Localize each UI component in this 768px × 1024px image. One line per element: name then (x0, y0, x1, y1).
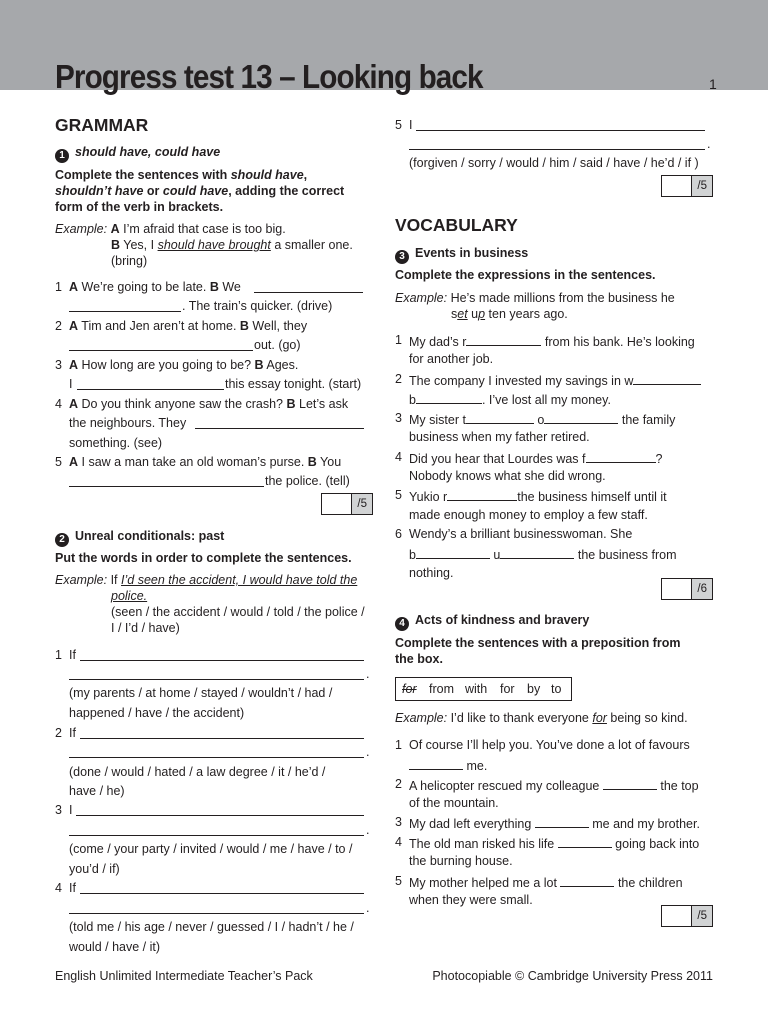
ex4-instruction-line1: Complete the sentences with a preposition from (395, 636, 681, 650)
ex2-item1-blank-a[interactable] (80, 660, 364, 661)
vocabulary-heading: VOCABULARY (395, 215, 518, 235)
ex3-item2-blank-a[interactable] (633, 372, 701, 385)
ex4-item4-line2: the burning house. (409, 854, 513, 868)
ex1-header (55, 145, 220, 163)
ex1-item2-line1: A Tim and Jen aren’t at home. B Well, they (69, 319, 308, 333)
ex1-item3-number: 3 (55, 358, 62, 372)
ex3-score-input[interactable] (662, 579, 692, 599)
ex2-item2-words2: have / he) (69, 784, 125, 798)
ex1-item3-line1: A How long are you going to be? B Ages. (69, 358, 299, 372)
footer-left: English Unlimited Intermediate Teacher’s Pack (55, 969, 313, 983)
ex2-item3-words2: you’d / if) (69, 862, 120, 876)
ex1-item3-line2b: this essay tonight. (start) (225, 377, 362, 391)
ex1-item3-line2a: I (69, 377, 73, 391)
ex3-item6-line1: Wendy’s a brilliant businesswoman. She (409, 527, 633, 541)
preposition-box (395, 677, 572, 701)
ex4-item2-blank[interactable] (603, 777, 657, 790)
ex3-item4-line2: Nobody knows what she did wrong. (409, 469, 606, 483)
ex2-item1-words1: (my parents / at home / stayed / wouldn’t / had / (69, 686, 333, 700)
ex2-item4-number: 4 (55, 881, 62, 895)
ex1-item1-line2: . The train’s quicker. (drive) (182, 299, 333, 313)
ex4-item3-number: 3 (395, 815, 402, 829)
ex1-instruction-line1: Complete the sentences with should have, (55, 168, 308, 182)
ex2-item1-number: 1 (55, 648, 62, 662)
ex2-item2-blank-b[interactable] (69, 757, 364, 758)
ex3-example-line1: Example: He’s made millions from the business he (395, 291, 675, 305)
ex3-item2-blank-b[interactable] (416, 391, 482, 404)
ex2-item3-blank-a[interactable] (76, 815, 364, 816)
ex4-score-total: /5 (692, 906, 712, 926)
footer-right: Photocopiable © Cambridge University Press 2011 (432, 969, 713, 983)
ex1-item5-blank[interactable] (69, 486, 264, 487)
ex2-item5-period: . (707, 137, 711, 151)
ex2-item1-words2: happened / have / the accident) (69, 706, 245, 720)
ex3-item6-number: 6 (395, 527, 402, 541)
ex1-item5-line1: A I saw a man take an old woman’s purse. B You (69, 455, 342, 469)
ex4-score-box[interactable] (661, 905, 713, 927)
ex3-item3-number: 3 (395, 411, 402, 425)
ex2-item5-if: I (409, 118, 413, 132)
ex4-item5-blank[interactable] (560, 874, 614, 887)
ex2-item3-number: 3 (55, 803, 62, 817)
ex1-item4-line3: something. (see) (69, 436, 163, 450)
ex1-score-box[interactable] (321, 493, 373, 515)
ex2-number: 2 (55, 533, 69, 547)
ex2-example-words2: I / I’d / have) (111, 621, 180, 635)
ex1-item2-number: 2 (55, 319, 62, 333)
ex2-score-total: /5 (692, 176, 712, 196)
ex2-item5-blank-a[interactable] (416, 130, 705, 131)
ex3-score-total: /6 (692, 579, 712, 599)
ex1-example-verb: (bring) (111, 254, 148, 268)
ex3-item2-line2: b . I’ve lost all my money. (409, 393, 611, 407)
ex3-item1-line2: for another job. (409, 352, 494, 366)
ex3-item1-blank[interactable] (466, 333, 541, 346)
ex2-item1-if: If (69, 648, 76, 662)
ex3-item1-line1: My dad’s r from his bank. He’s looking (409, 335, 695, 349)
ex3-number: 3 (395, 250, 409, 264)
ex4-title: Acts of kindness and bravery (415, 613, 590, 627)
ex4-instruction-line2: the box. (395, 652, 443, 666)
ex2-item5-blank-b[interactable] (409, 149, 705, 150)
ex1-example-a: Example: A I’m afraid that case is too big. (55, 222, 286, 236)
ex4-item2-line1: A helicopter rescued my colleague the top (409, 779, 699, 793)
ex2-header (55, 529, 224, 547)
ex3-item3-blank-b[interactable] (544, 411, 618, 424)
ex2-item2-blank-a[interactable] (80, 738, 364, 739)
ex2-item4-period: . (366, 901, 370, 915)
ex4-item1-line1: Of course I’ll help you. You’ve done a lot of favours (409, 738, 690, 752)
box-word-to: to (551, 682, 562, 696)
page-number: 1 (709, 76, 717, 92)
ex2-item2-number: 2 (55, 726, 62, 740)
ex2-item3-period: . (366, 823, 370, 837)
ex3-item6-line2: b u the business from (409, 548, 677, 562)
ex3-example-line2: set up ten years ago. (451, 307, 568, 321)
ex1-score-input[interactable] (322, 494, 352, 514)
ex4-item2-line2: of the mountain. (409, 796, 499, 810)
ex3-instruction: Complete the expressions in the sentences. (395, 268, 656, 282)
ex1-title: should have, could have (75, 145, 221, 159)
ex1-instruction-line3: form of the verb in brackets. (55, 200, 224, 214)
ex3-item5-line2: made enough money to employ a few staff. (409, 508, 648, 522)
box-word-for-crossed: for (402, 682, 417, 696)
ex2-example-words1: (seen / the accident / would / told / the police / (111, 605, 365, 619)
ex1-number: 1 (55, 149, 69, 163)
box-word-by: by (527, 682, 541, 696)
ex3-item3-line1: My sister t o the family (409, 413, 676, 427)
ex4-item4-number: 4 (395, 835, 402, 849)
ex1-item1-number: 1 (55, 280, 62, 294)
box-word-from: from (429, 682, 454, 696)
ex4-score-input[interactable] (662, 906, 692, 926)
ex1-item4-number: 4 (55, 397, 62, 411)
ex1-item1-blank-a[interactable] (254, 292, 363, 293)
ex4-item2-number: 2 (395, 777, 402, 791)
ex3-item3-line2: business when my father retired. (409, 430, 590, 444)
ex3-item2-line1: The company I invested my savings in w (409, 372, 701, 389)
ex2-item2-period: . (366, 745, 370, 759)
ex4-item1-number: 1 (395, 738, 402, 752)
ex3-item5-blank[interactable] (447, 488, 517, 501)
ex4-item4-line1: The old man risked his life going back into (409, 837, 700, 851)
ex1-instruction-line2: shouldn’t have or could have, adding the correct (55, 184, 345, 198)
ex3-item6-line3: nothing. (409, 566, 454, 580)
ex1-item1-blank-b[interactable] (69, 311, 181, 312)
ex4-number: 4 (395, 617, 409, 631)
ex1-item5-line2: the police. (tell) (265, 474, 350, 488)
ex1-item4-line1: A Do you think anyone saw the crash? B Let’s ask (69, 397, 349, 411)
grammar-heading: GRAMMAR (55, 115, 149, 135)
ex4-item3-line1: My dad left everything me and my brother. (409, 817, 700, 831)
ex2-instruction: Put the words in order to complete the sentences. (55, 551, 352, 565)
ex3-item1-number: 1 (395, 333, 402, 347)
ex2-item2-if: If (69, 726, 76, 740)
ex1-item4-line2: the neighbours. They (69, 416, 187, 430)
ex2-title: Unreal conditionals: past (75, 529, 225, 543)
ex2-item4-words1: (told me / his age / never / guessed / I / hadn’t / he / (69, 920, 354, 934)
ex1-item4-blank[interactable] (195, 428, 364, 429)
ex2-item3-if: I (69, 803, 73, 817)
ex2-score-box[interactable] (661, 175, 713, 197)
ex1-item2-blank[interactable] (69, 350, 253, 351)
ex4-item1-line2: me. (409, 757, 487, 774)
ex2-item4-blank-b[interactable] (69, 913, 364, 914)
ex4-item5-line1: My mother helped me a lot the children (409, 876, 683, 890)
ex1-item3-blank[interactable] (77, 389, 224, 390)
ex3-item6-blank-a[interactable] (416, 546, 490, 559)
ex4-example: Example: I’d like to thank everyone for being so kind. (395, 711, 688, 725)
ex2-item1-period: . (366, 667, 370, 681)
ex3-item5-number: 5 (395, 488, 402, 502)
ex4-item3-blank[interactable] (535, 815, 589, 828)
ex3-item3-blank-a[interactable] (466, 411, 534, 424)
ex3-item6-blank-b[interactable] (500, 546, 574, 559)
ex2-example-line2: police. (111, 589, 148, 603)
box-word-with: with (465, 682, 488, 696)
ex4-item4-blank[interactable] (558, 835, 612, 848)
ex3-header (395, 246, 528, 264)
ex2-item5-number: 5 (395, 118, 402, 132)
ex2-item5-words: (forgiven / sorry / would / him / said / have / he’d / if ) (409, 156, 699, 170)
ex3-item4-line1: Did you hear that Lourdes was f ? (409, 452, 663, 466)
ex3-item5-line1: Yukio r the business himself until it (409, 490, 667, 504)
ex4-item5-number: 5 (395, 874, 402, 888)
ex1-example-b: B Yes, I should have brought a smaller one. (111, 238, 353, 252)
ex1-item5-number: 5 (55, 455, 62, 469)
page-title: Progress test 13 – Looking back (55, 58, 483, 95)
ex4-header (395, 613, 589, 631)
ex2-item2-words1: (done / would / hated / a law degree / it / he’d / (69, 765, 326, 779)
ex4-item5-line2: when they were small. (409, 893, 533, 907)
ex3-item4-blank[interactable] (586, 450, 656, 463)
ex2-item4-if: If (69, 881, 76, 895)
ex1-score-total: /5 (352, 494, 372, 514)
ex3-item4-number: 4 (395, 450, 402, 464)
ex2-item3-blank-b[interactable] (69, 835, 364, 836)
ex2-item3-words1: (come / your party / invited / would / me / have / to / (69, 842, 353, 856)
ex3-score-box[interactable] (661, 578, 713, 600)
ex1-item1-line1: A We’re going to be late. B We (69, 280, 241, 294)
box-word-for: for (500, 682, 515, 696)
ex2-score-input[interactable] (662, 176, 692, 196)
ex3-item2-number: 2 (395, 372, 402, 386)
ex2-item1-blank-b[interactable] (69, 679, 364, 680)
ex1-item2-line2: out. (go) (254, 338, 301, 352)
ex3-title: Events in business (415, 246, 529, 260)
ex2-item4-words2: would / have / it) (69, 940, 161, 954)
ex2-item4-blank-a[interactable] (80, 893, 364, 894)
ex4-item1-blank[interactable] (409, 757, 463, 770)
ex2-example-line1: Example: If I’d seen the accident, I would have told the (55, 573, 358, 587)
